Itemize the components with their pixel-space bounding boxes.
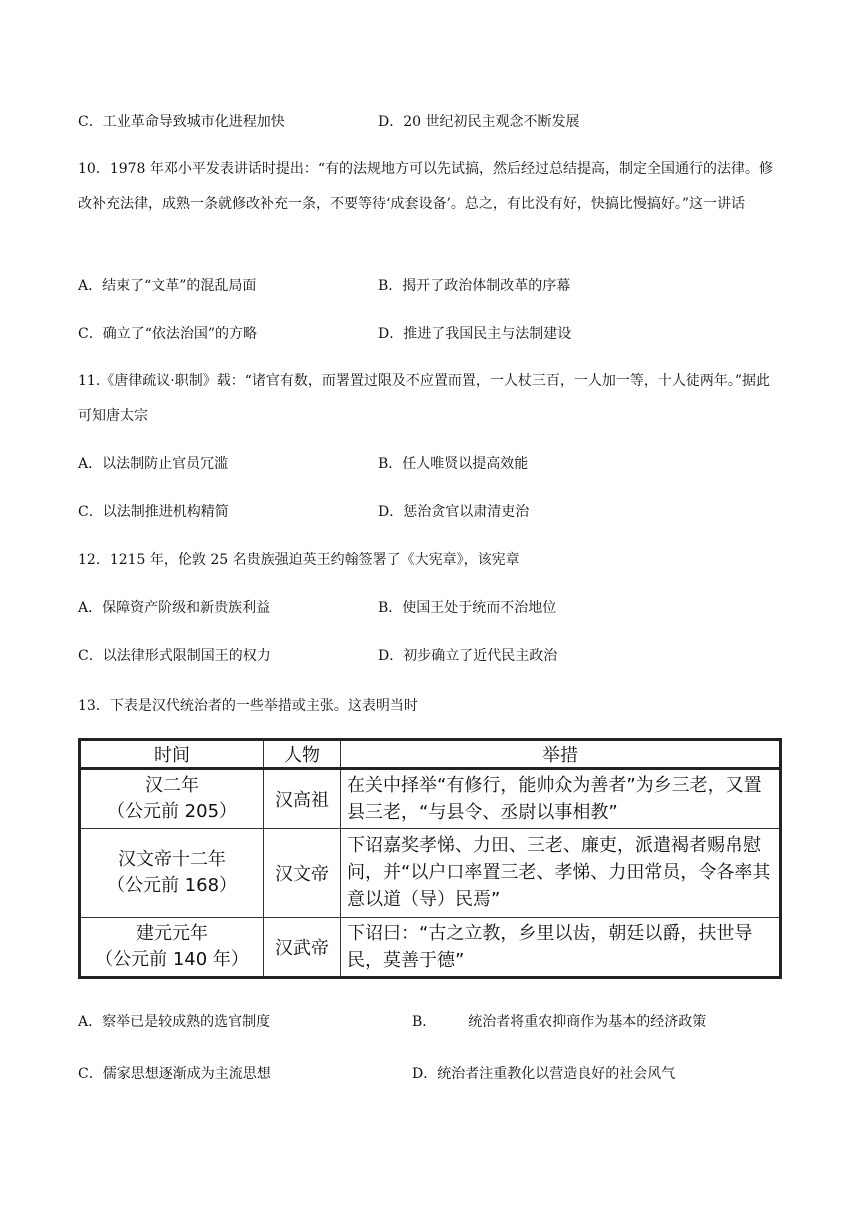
cell-person: 汉高祖	[264, 769, 341, 829]
time-label: 建元元年	[136, 922, 208, 944]
cell-time	[80, 769, 264, 829]
q9-option-d: D．20 世纪初民主观念不断发展	[378, 114, 580, 130]
q11-option-d: D．惩治贪官以肃清吏治	[378, 504, 530, 520]
q11-option-c: C．以法制推进机构精简	[78, 504, 229, 520]
q12-option-c: C．以法律形式限制国王的权力	[78, 648, 271, 664]
q13-option-b	[412, 1012, 706, 1032]
table-header-row	[80, 740, 781, 769]
header-measure: 举措	[341, 740, 781, 769]
cell-measure: 下诏嘉奖孝悌、力田、三老、廉吏，派遣褐者赐帛慰问，并“以户口率置三老、孝悌、力田常员，令各率其意以道（导）民焉”	[341, 829, 781, 917]
q13-stem: 13．下表是汉代统治者的一些举措或主张。这表明当时	[78, 698, 418, 714]
table-row	[80, 829, 781, 917]
cell-time	[80, 829, 264, 917]
cell-person: 汉武帝	[264, 917, 341, 977]
q10-option-d: D．推进了我国民主与法制建设	[378, 326, 572, 342]
cell-person: 汉文帝	[264, 829, 341, 917]
han-measures-table	[78, 738, 782, 979]
time-label: 汉二年	[145, 775, 199, 797]
q10-option-b: B．揭开了政治体制改革的序幕	[378, 278, 571, 294]
q13-option-b-letter: B．	[412, 1014, 437, 1030]
header-time: 时间	[80, 740, 264, 769]
time-note: （公元前 205）	[106, 801, 238, 823]
q10-option-a: A．结束了“文革”的混乱局面	[78, 278, 257, 294]
cell-time	[80, 917, 264, 977]
q11-option-b: B．任人唯贤以提高效能	[378, 456, 529, 472]
q12-stem: 12．1215 年，伦敦 25 名贵族强迫英王约翰签署了《大宪章》，该宪章	[78, 552, 520, 568]
q12-option-a: A．保障资产阶级和新贵族利益	[78, 600, 271, 616]
q10-option-c: C．确立了“依法治国”的方略	[78, 326, 258, 342]
table-row	[80, 769, 781, 829]
q13-option-c: C．儒家思想逐渐成为主流思想	[78, 1066, 271, 1082]
q13-option-d: D．统治者注重教化以营造良好的社会风气	[412, 1066, 676, 1082]
table-row	[80, 917, 781, 977]
q11-stem: 11.《唐律疏议·职制》载：“诸官有数，而署置过限及不应置而置，一人杖三百，一人加一等，十人徒两年。”据此可知唐太宗	[78, 373, 771, 424]
q12-option-d: D．初步确立了近代民主政治	[378, 648, 558, 664]
time-note: （公元前 168）	[106, 874, 238, 896]
q12-option-b: B．使国王处于统而不治地位	[378, 600, 557, 616]
q11-option-a: A．以法制防止官员冗滥	[78, 456, 229, 472]
header-person: 人物	[264, 740, 341, 769]
cell-measure: 下诏曰：“古之立教，乡里以齿，朝廷以爵，扶世导民，莫善于德”	[341, 917, 781, 977]
q9-option-c: C．工业革命导致城市化进程加快	[78, 114, 285, 130]
cell-measure: 在关中择举“有修行，能帅众为善者”为乡三老，又置县三老，“与县令、丞尉以事相教”	[341, 769, 781, 829]
q13-option-b-text: 统治者将重农抑商作为基本的经济政策	[468, 1014, 707, 1030]
q13-option-a: A．察举已是较成熟的选官制度	[78, 1014, 271, 1030]
time-label: 汉文帝十二年	[118, 848, 226, 870]
q10-stem: 10．1978 年邓小平发表讲话时提出：“有的法规地方可以先试搞，然后经过总结提高，制定全国通行的法律。修改补充法律，成熟一条就修改补充一条，不要等待‘成套设备’。总之，有比没有好，快搞比慢搞好。”这一讲话	[78, 161, 774, 212]
time-note: （公元前 140 年）	[95, 948, 249, 970]
